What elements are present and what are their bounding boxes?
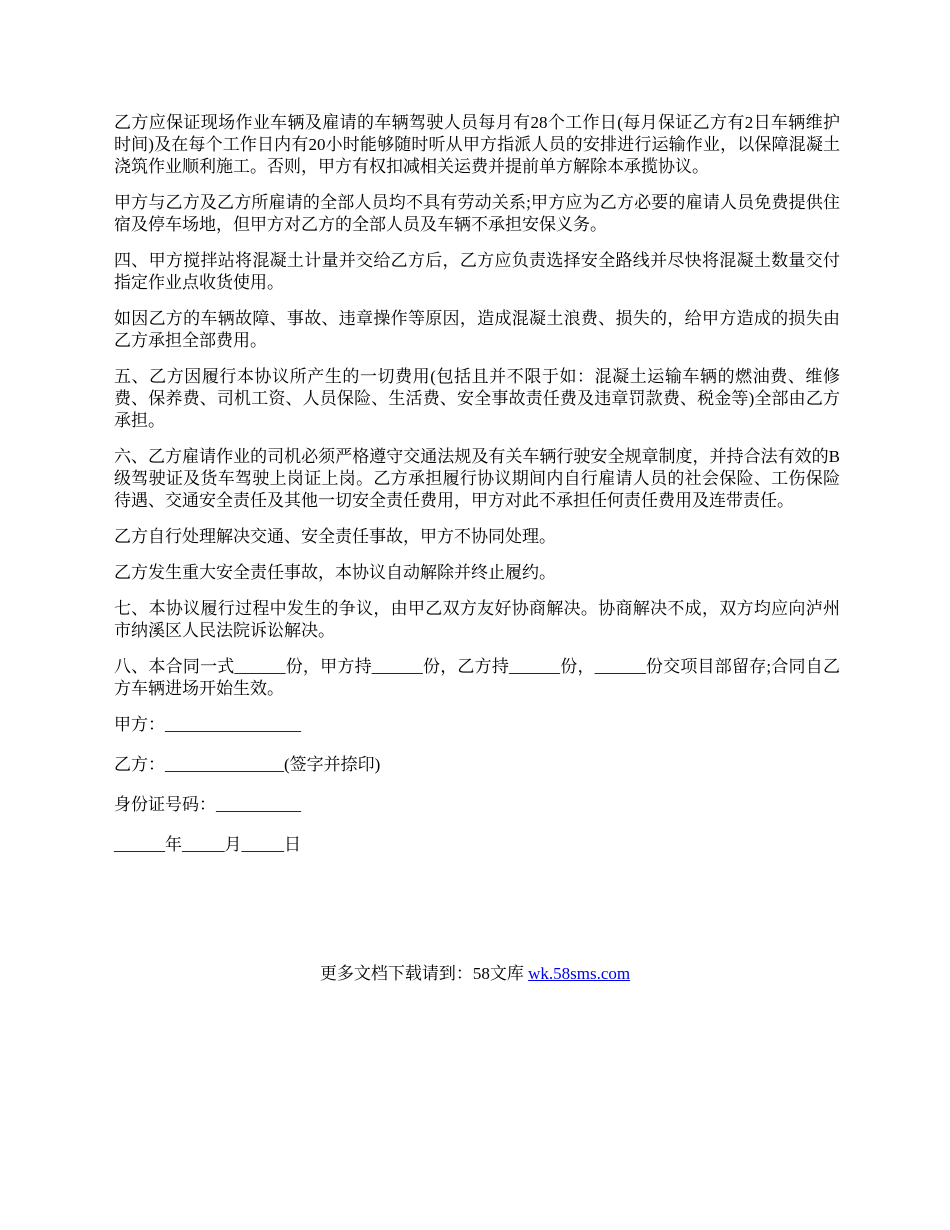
paragraph-labor-relation: 甲方与乙方及乙方所雇请的全部人员均不具有劳动关系;甲方应为乙方必要的雇请人员免费提供住宿及停车场地，但甲方对乙方的全部人员及车辆不承担安保义务。	[114, 193, 840, 234]
document-body	[114, 112, 840, 874]
paragraph-clause-5: 五、乙方因履行本协议所产生的一切费用(包括且并不限于如：混凝土运输车辆的燃油费、维修费、保养费、司机工资、人员保险、生活费、安全事故责任费及违章罚款费、税金等)全部由乙方承担。	[114, 367, 840, 430]
footer-link[interactable]: wk.58sms.com	[528, 964, 631, 983]
paragraph-vehicle-workdays: 乙方应保证现场作业车辆及雇请的车辆驾驶人员每月有28个工作日(每月保证乙方有2日车辆维护时间)及在每个工作日内有20小时能够随时听从甲方指派人员的安排进行运输作业，以保障混凝土浇筑作业顺利施工。否则，甲方有权扣减相关运费并提前单方解除本承揽协议。	[114, 113, 840, 176]
signature-date: ______年_____月_____日	[114, 835, 301, 854]
footer	[0, 963, 950, 985]
paragraph-clause-6: 六、乙方雇请作业的司机必须严格遵守交通法规及有关车辆行驶安全规章制度，并持合法有效的B级驾驶证及货车驾驶上岗证上岗。乙方承担履行协议期间内自行雇请人员的社会保险、工伤保险待遇、交通安全责任及其他一切安全责任费用，甲方对此不承担任何责任费用及连带责任。	[114, 447, 840, 510]
paragraph-accident-handling: 乙方自行处理解决交通、安全责任事故，甲方不协同处理。	[114, 527, 556, 546]
paragraph-clause-7: 七、本协议履行过程中发生的争议，由甲乙双方友好协商解决。协商解决不成，双方均应向泸州市纳溪区人民法院诉讼解决。	[114, 599, 840, 640]
signature-party-b: 乙方：______________(签字并捺印)	[114, 755, 381, 774]
paragraph-termination: 乙方发生重大安全责任事故，本协议自动解除并终止履约。	[114, 563, 556, 582]
paragraph-loss-liability: 如因乙方的车辆故障、事故、违章操作等原因，造成混凝土浪费、损失的，给甲方造成的损失由乙方承担全部费用。	[114, 309, 840, 350]
signature-party-a: 甲方：________________	[114, 715, 301, 734]
footer-prefix: 更多文档下载请到：58文库	[319, 964, 529, 983]
paragraph-clause-4: 四、甲方搅拌站将混凝土计量并交给乙方后，乙方应负责选择安全路线并尽快将混凝土数量交付指定作业点收货使用。	[114, 251, 840, 292]
signature-id-number: 身份证号码：__________	[114, 795, 301, 814]
paragraph-clause-8: 八、本合同一式______份，甲方持______份，乙方持______份，______份交项目部留存;合同自乙方车辆进场开始生效。	[114, 657, 840, 698]
